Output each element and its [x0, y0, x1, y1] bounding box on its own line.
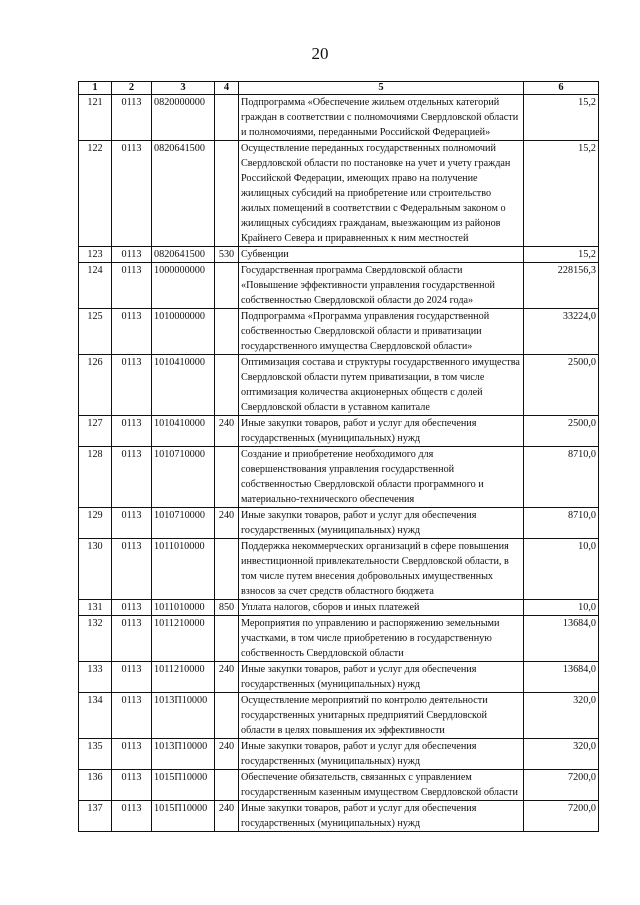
budget-table [78, 81, 599, 832]
page-number: 20 [311, 44, 329, 63]
section-code: 0113 [112, 539, 152, 600]
expense-type-code [215, 447, 239, 508]
amount: 8710,0 [524, 447, 599, 508]
item-name: Иные закупки товаров, работ и услуг для обеспечения государственных (муниципальных) нужд [239, 739, 524, 770]
section-code: 0113 [112, 600, 152, 616]
item-name: Обеспечение обязательств, связанных с управлением государственным казенным имуществом Свердловской области [239, 770, 524, 801]
amount: 33224,0 [524, 309, 599, 355]
amount: 10,0 [524, 539, 599, 600]
section-code: 0113 [112, 662, 152, 693]
expense-type-code: 530 [215, 247, 239, 263]
target-article-code: 1011210000 [152, 616, 215, 662]
item-name: Мероприятия по управлению и распоряжению земельными участками, в том числе приобретению в государственную собственность Свердловской области [239, 616, 524, 662]
row-number: 125 [79, 309, 112, 355]
section-code: 0113 [112, 263, 152, 309]
section-code: 0113 [112, 416, 152, 447]
expense-type-code: 240 [215, 801, 239, 832]
table-row [79, 416, 599, 447]
expense-type-code [215, 693, 239, 739]
expense-type-code [215, 309, 239, 355]
amount: 13684,0 [524, 662, 599, 693]
amount: 2500,0 [524, 355, 599, 416]
target-article-code: 1011010000 [152, 600, 215, 616]
item-name: Поддержка некоммерческих организаций в сфере повышения инвестиционной привлекательности Свердловской области, в том числе путем внесения добровольных имущественных взносов за счет средств областного бюджета [239, 539, 524, 600]
header-col-5: 5 [239, 82, 524, 95]
expense-type-code [215, 770, 239, 801]
section-code: 0113 [112, 141, 152, 247]
item-name: Осуществление мероприятий по контролю деятельности государственных унитарных предприятий Свердловской области в целях повышения их эффективности [239, 693, 524, 739]
amount: 10,0 [524, 600, 599, 616]
item-name: Создание и приобретение необходимого для совершенствования управления государственной собственностью Свердловской области программного и материально-технического обеспечения [239, 447, 524, 508]
section-code: 0113 [112, 801, 152, 832]
item-name: Иные закупки товаров, работ и услуг для обеспечения государственных (муниципальных) нужд [239, 416, 524, 447]
section-code: 0113 [112, 693, 152, 739]
header-col-3: 3 [152, 82, 215, 95]
table-row [79, 600, 599, 616]
target-article-code: 0820000000 [152, 95, 215, 141]
amount: 320,0 [524, 693, 599, 739]
item-name: Уплата налогов, сборов и иных платежей [239, 600, 524, 616]
expense-type-code: 240 [215, 739, 239, 770]
header-col-4: 4 [215, 82, 239, 95]
target-article-code: 1000000000 [152, 263, 215, 309]
item-name: Иные закупки товаров, работ и услуг для обеспечения государственных (муниципальных) нужд [239, 662, 524, 693]
target-article-code: 1011010000 [152, 539, 215, 600]
table-row [79, 616, 599, 662]
target-article-code: 1010710000 [152, 447, 215, 508]
target-article-code: 1015П10000 [152, 770, 215, 801]
row-number: 136 [79, 770, 112, 801]
target-article-code: 0820641500 [152, 141, 215, 247]
target-article-code: 1013П10000 [152, 693, 215, 739]
amount: 15,2 [524, 95, 599, 141]
row-number: 134 [79, 693, 112, 739]
row-number: 128 [79, 447, 112, 508]
row-number: 127 [79, 416, 112, 447]
section-code: 0113 [112, 447, 152, 508]
row-number: 131 [79, 600, 112, 616]
target-article-code: 0820641500 [152, 247, 215, 263]
expense-type-code [215, 616, 239, 662]
amount: 7200,0 [524, 770, 599, 801]
table-row [79, 263, 599, 309]
table-row [79, 693, 599, 739]
table-row [79, 309, 599, 355]
row-number: 121 [79, 95, 112, 141]
item-name: Подпрограмма «Программа управления государственной собственностью Свердловской области и приватизации государственного имущества Свердловской области» [239, 309, 524, 355]
item-name: Осуществление переданных государственных полномочий Свердловской области по постановке на учет и учету граждан Российской Федерации, имеющих право на получение жилищных субсидий на приобретение или строительство жилых помещений в соответствии с Федеральным законом о жилищных субсидиях гражданам, выезжающим из районов Крайнего Севера и приравненных к ним местностей [239, 141, 524, 247]
row-number: 122 [79, 141, 112, 247]
header-col-1: 1 [79, 82, 112, 95]
table-row [79, 508, 599, 539]
row-number: 129 [79, 508, 112, 539]
target-article-code: 1010410000 [152, 355, 215, 416]
amount: 7200,0 [524, 801, 599, 832]
target-article-code: 1013П10000 [152, 739, 215, 770]
section-code: 0113 [112, 616, 152, 662]
table-row [79, 95, 599, 141]
expense-type-code [215, 141, 239, 247]
target-article-code: 1011210000 [152, 662, 215, 693]
table-row [79, 662, 599, 693]
row-number: 124 [79, 263, 112, 309]
row-number: 137 [79, 801, 112, 832]
section-code: 0113 [112, 508, 152, 539]
expense-type-code: 240 [215, 508, 239, 539]
row-number: 126 [79, 355, 112, 416]
amount: 15,2 [524, 141, 599, 247]
expense-type-code [215, 539, 239, 600]
section-code: 0113 [112, 95, 152, 141]
expense-type-code [215, 95, 239, 141]
section-code: 0113 [112, 247, 152, 263]
item-name: Оптимизация состава и структуры государственного имущества Свердловской области путем приватизации, в том числе оптимизация количества акционерных обществ с долей Свердловской области в уставном капитале [239, 355, 524, 416]
item-name: Подпрограмма «Обеспечение жильем отдельных категорий граждан в соответствии с полномочиями Свердловской области и полномочиями, переданными Российской Федерацией» [239, 95, 524, 141]
item-name: Иные закупки товаров, работ и услуг для обеспечения государственных (муниципальных) нужд [239, 801, 524, 832]
section-code: 0113 [112, 770, 152, 801]
target-article-code: 1010710000 [152, 508, 215, 539]
expense-type-code: 850 [215, 600, 239, 616]
header-col-6: 6 [524, 82, 599, 95]
table-row [79, 801, 599, 832]
table-row [79, 447, 599, 508]
table-header-row [79, 82, 599, 95]
section-code: 0113 [112, 355, 152, 416]
row-number: 130 [79, 539, 112, 600]
row-number: 133 [79, 662, 112, 693]
table-row [79, 539, 599, 600]
table-row [79, 739, 599, 770]
table-row [79, 141, 599, 247]
table-row [79, 770, 599, 801]
expense-type-code [215, 263, 239, 309]
target-article-code: 1015П10000 [152, 801, 215, 832]
expense-type-code: 240 [215, 662, 239, 693]
row-number: 123 [79, 247, 112, 263]
table-row [79, 247, 599, 263]
row-number: 132 [79, 616, 112, 662]
amount: 228156,3 [524, 263, 599, 309]
section-code: 0113 [112, 309, 152, 355]
header-col-2: 2 [112, 82, 152, 95]
item-name: Субвенции [239, 247, 524, 263]
amount: 15,2 [524, 247, 599, 263]
item-name: Иные закупки товаров, работ и услуг для обеспечения государственных (муниципальных) нужд [239, 508, 524, 539]
table-row [79, 355, 599, 416]
expense-type-code: 240 [215, 416, 239, 447]
amount: 8710,0 [524, 508, 599, 539]
item-name: Государственная программа Свердловской области «Повышение эффективности управления государственной собственностью Свердловской области до 2024 года» [239, 263, 524, 309]
amount: 320,0 [524, 739, 599, 770]
section-code: 0113 [112, 739, 152, 770]
amount: 2500,0 [524, 416, 599, 447]
expense-type-code [215, 355, 239, 416]
target-article-code: 1010410000 [152, 416, 215, 447]
row-number: 135 [79, 739, 112, 770]
amount: 13684,0 [524, 616, 599, 662]
target-article-code: 1010000000 [152, 309, 215, 355]
